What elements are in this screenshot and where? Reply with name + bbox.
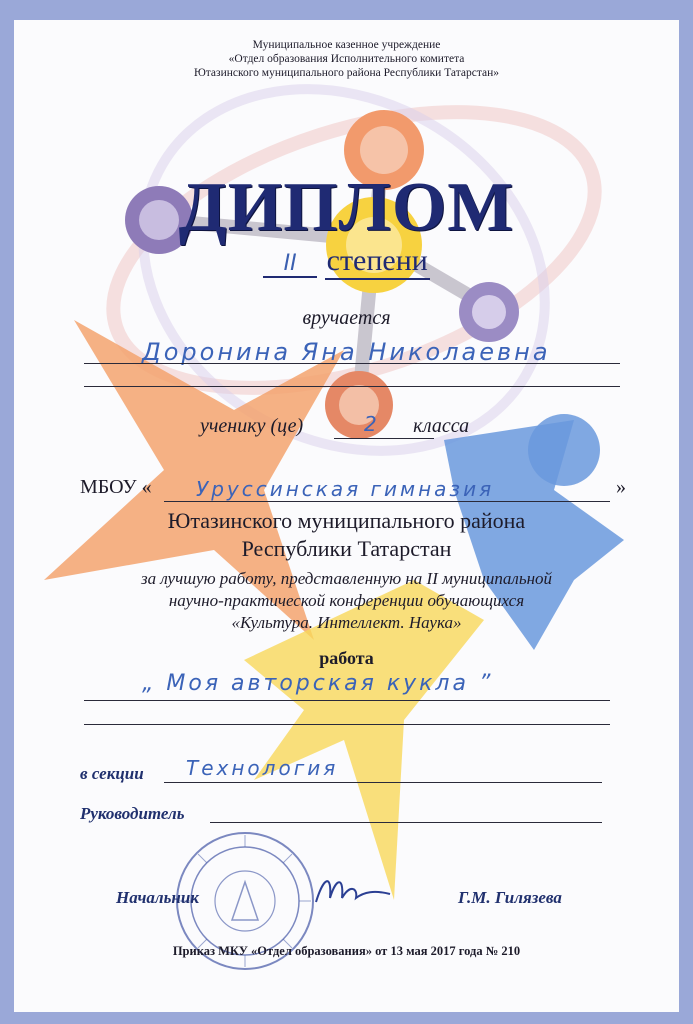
section-value: Технология (186, 756, 339, 780)
institution-header (14, 38, 679, 80)
district-line-1: Ютазинского муниципального района (167, 508, 526, 533)
work-value: „ Моя авторская кукла ” (142, 671, 494, 696)
reason-line-1: за лучшую работу, представленную на II муниципальной (140, 569, 553, 588)
signature (310, 868, 394, 912)
work-label: работа (319, 648, 374, 668)
school-line (80, 476, 152, 499)
school-underline (164, 501, 610, 502)
reason-line-2: научно-практической конференции обучающихся (168, 591, 525, 610)
degree-line (14, 244, 679, 280)
diploma-paper (14, 20, 679, 1012)
grade-line (200, 415, 469, 438)
school-suffix: » (616, 476, 626, 498)
award-reason (14, 568, 679, 634)
name-underline-2 (84, 386, 620, 387)
head-label: Начальник (116, 888, 199, 907)
grade-suffix: класса (413, 415, 470, 437)
order-reference: Приказ МКУ «Отдел образования» от 13 мая 2017 года № 210 (172, 944, 521, 958)
section-underline (164, 782, 602, 783)
work-underline (84, 700, 610, 701)
grade-value: 2 (364, 412, 380, 436)
degree-label: степени (325, 244, 430, 280)
recipient-name: Доронина Яна Николаевна (142, 338, 551, 366)
name-underline (84, 363, 620, 364)
district-text (14, 507, 679, 563)
reason-line-3: «Культура. Интеллект. Наука» (231, 613, 462, 632)
institution-line-1: Муниципальное казенное учреждение (252, 39, 441, 51)
grade-underline (334, 438, 434, 439)
grade-prefix: ученику (це) (200, 415, 304, 437)
work-underline-2 (84, 724, 610, 725)
institution-line-3: Ютазинского муниципального района Республики Татарстан» (193, 67, 500, 79)
school-prefix: МБОУ « (80, 476, 152, 498)
supervisor-label: Руководитель (80, 804, 185, 823)
district-line-2: Республики Татарстан (241, 536, 452, 561)
school-value: Уруссинская гимназия (196, 477, 495, 501)
awarded-text: вручается (302, 307, 391, 329)
section-label: в секции (80, 764, 144, 783)
head-name: Г.М. Гилязева (458, 888, 562, 907)
institution-line-2: «Отдел образования Исполнительного комитета (228, 53, 465, 65)
supervisor-underline (210, 822, 602, 823)
degree-number: II (263, 251, 317, 278)
diploma-title: ДИПЛОМ (178, 169, 515, 246)
